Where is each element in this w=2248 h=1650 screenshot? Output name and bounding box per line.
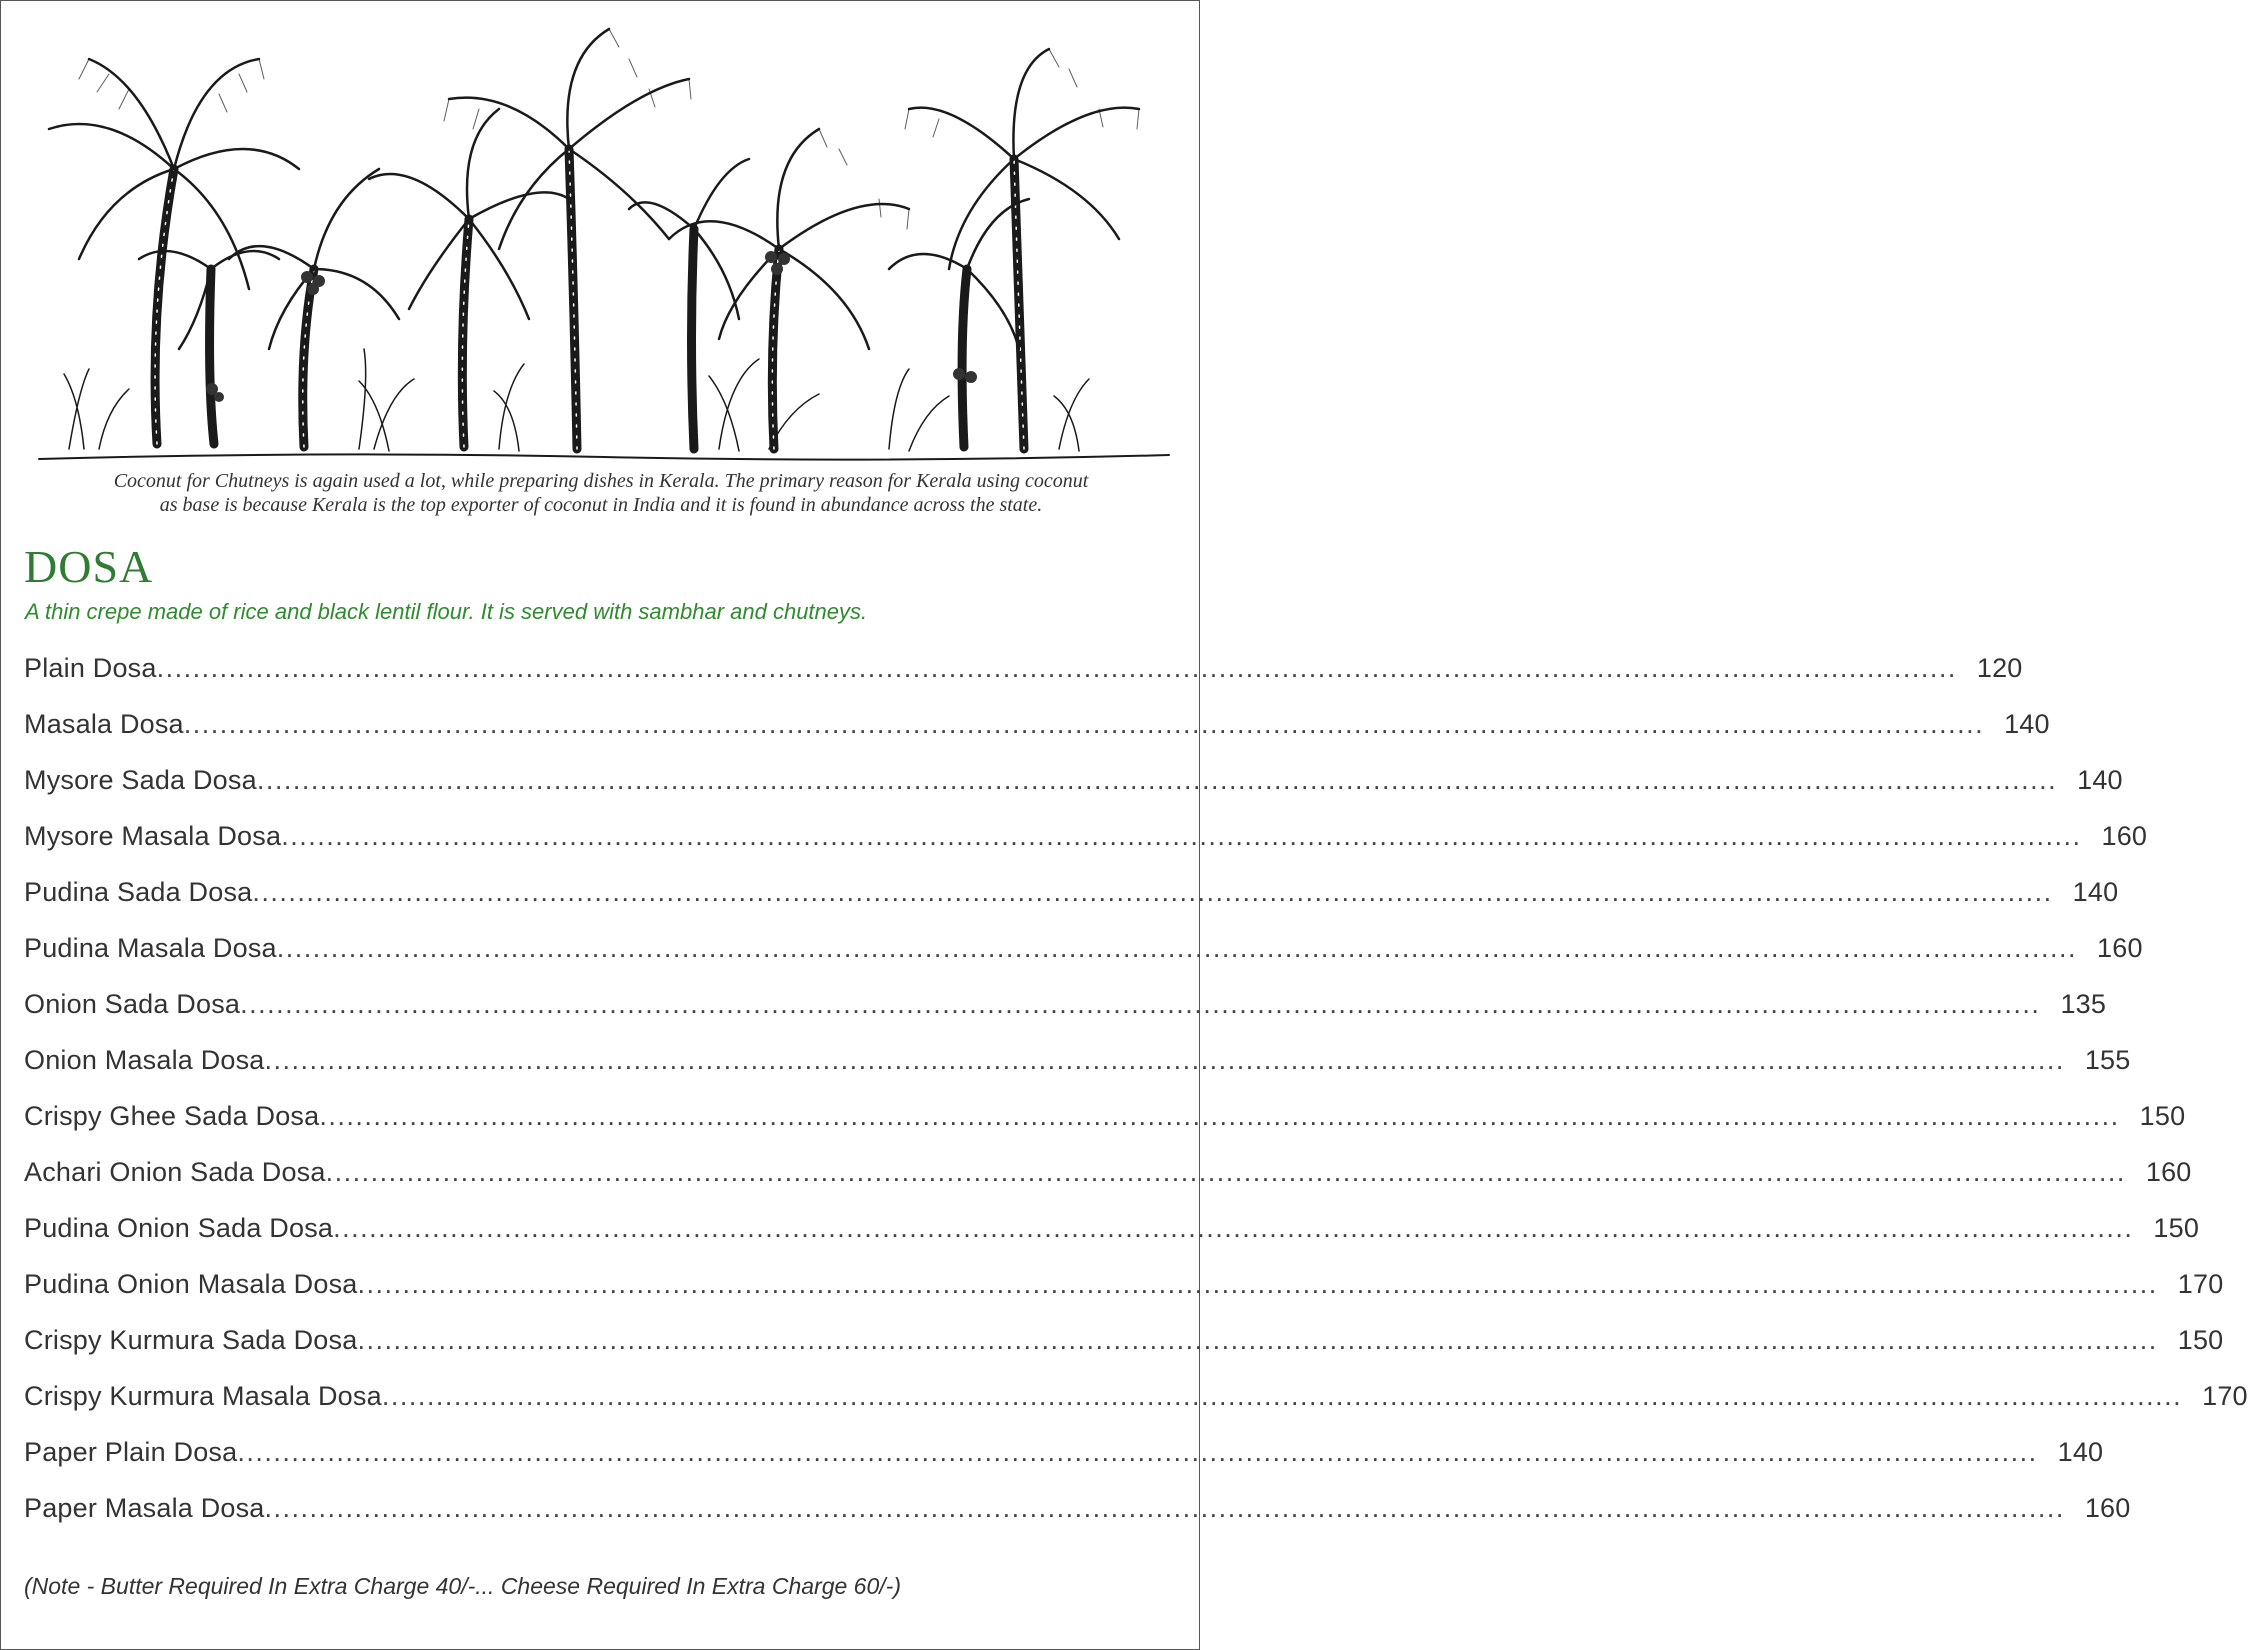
dot-leader: ........................................................................................................................................................................................................ — [276, 933, 2078, 963]
menu-item — [24, 1381, 2248, 1437]
item-name: Mysore Sada Dosa — [24, 765, 257, 795]
item-price: 160 — [2084, 1493, 2131, 1523]
dot-leader: ........................................................................................................................................................................................................ — [264, 1045, 2065, 1075]
dot-leader: ........................................................................................................................................................................................................ — [381, 1381, 2183, 1411]
dot-leader: ........................................................................................................................................................................................................ — [357, 1325, 2158, 1355]
dot-leader: ........................................................................................................................................................................................................ — [183, 709, 1985, 739]
section-title: DOSA — [24, 541, 154, 592]
palm-trees-illustration — [29, 19, 1179, 469]
dot-leader: ........................................................................................................................................................................................................ — [237, 1437, 2038, 1467]
menu-list — [24, 653, 2248, 1549]
menu-item — [24, 821, 2148, 877]
menu-item — [24, 1493, 2131, 1549]
item-price: 155 — [2084, 1045, 2131, 1075]
item-name: Mysore Masala Dosa — [24, 821, 282, 851]
menu-item — [24, 1213, 2200, 1269]
coconut-caption — [41, 469, 1161, 517]
menu-item — [24, 653, 2023, 709]
item-name: Pudina Sada Dosa — [24, 877, 253, 907]
item-name: Masala Dosa — [24, 709, 184, 739]
menu-item — [24, 1437, 2104, 1493]
menu-item — [24, 1157, 2192, 1213]
item-name: Plain Dosa — [24, 653, 157, 683]
item-name: Pudina Onion Sada Dosa — [24, 1213, 334, 1243]
item-name: Achari Onion Sada Dosa — [24, 1157, 326, 1187]
dot-leader: ........................................................................................................................................................................................................ — [281, 821, 2082, 851]
item-price: 140 — [2004, 709, 2050, 739]
item-name: Onion Masala Dosa — [24, 1045, 265, 1075]
menu-item — [24, 989, 2107, 1045]
caption-line-2: as base is because Kerala is the top exporter of coconut in India and it is found in abundance across the state. — [159, 494, 1043, 516]
menu-item — [24, 1101, 2186, 1157]
dot-leader: ........................................................................................................................................................................................................ — [240, 989, 2041, 1019]
menu-item — [24, 709, 2050, 765]
item-price: 120 — [1976, 653, 2023, 683]
item-name: Crispy Kurmura Sada Dosa — [24, 1325, 358, 1355]
menu-item — [24, 1269, 2224, 1325]
item-price: 150 — [2153, 1213, 2200, 1243]
dot-leader: ........................................................................................................................................................................................................ — [333, 1213, 2134, 1243]
caption-line-1: Coconut for Chutneys is again used a lot, while preparing dishes in Kerala. The primary reason for Kerala using coconut — [113, 470, 1089, 492]
item-price: 170 — [2177, 1269, 2224, 1299]
menu-item — [24, 1325, 2224, 1381]
item-name: Pudina Onion Masala Dosa — [24, 1269, 358, 1299]
dot-leader: ........................................................................................................................................................................................................ — [256, 765, 2058, 795]
dot-leader: ........................................................................................................................................................................................................ — [252, 877, 2053, 907]
item-price: 140 — [2077, 765, 2123, 795]
item-name: Pudina Masala Dosa — [24, 933, 277, 963]
item-price: 160 — [2145, 1157, 2192, 1187]
section-description: A thin crepe made of rice and black lentil flour. It is served with sambhar and chutneys. — [25, 599, 868, 624]
dot-leader: ........................................................................................................................................................................................................ — [264, 1493, 2065, 1523]
item-name: Paper Plain Dosa — [24, 1437, 238, 1467]
item-name: Onion Sada Dosa — [24, 989, 241, 1019]
dot-leader: ........................................................................................................................................................................................................ — [319, 1101, 2120, 1131]
menu-item — [24, 877, 2119, 933]
item-price: 140 — [2072, 877, 2119, 907]
dot-leader: ........................................................................................................................................................................................................ — [325, 1157, 2126, 1187]
item-price: 150 — [2177, 1325, 2224, 1355]
menu-item — [24, 1045, 2131, 1101]
item-price: 160 — [2097, 933, 2143, 963]
menu-item — [24, 933, 2143, 989]
item-price: 160 — [2101, 821, 2148, 851]
item-price: 135 — [2060, 989, 2107, 1019]
item-name: Crispy Kurmura Masala Dosa — [24, 1381, 382, 1411]
item-name: Paper Masala Dosa — [24, 1493, 265, 1523]
extra-charge-note: (Note - Butter Required In Extra Charge 40/-... Cheese Required In Extra Charge 60/-) — [24, 1573, 901, 1599]
item-price: 140 — [2057, 1437, 2104, 1467]
dot-leader: ........................................................................................................................................................................................................ — [357, 1269, 2158, 1299]
dot-leader: ........................................................................................................................................................................................................ — [156, 653, 1957, 683]
item-price: 150 — [2139, 1101, 2186, 1131]
item-name: Crispy Ghee Sada Dosa — [24, 1101, 320, 1131]
menu-item — [24, 765, 2123, 821]
item-price: 170 — [2202, 1381, 2248, 1411]
